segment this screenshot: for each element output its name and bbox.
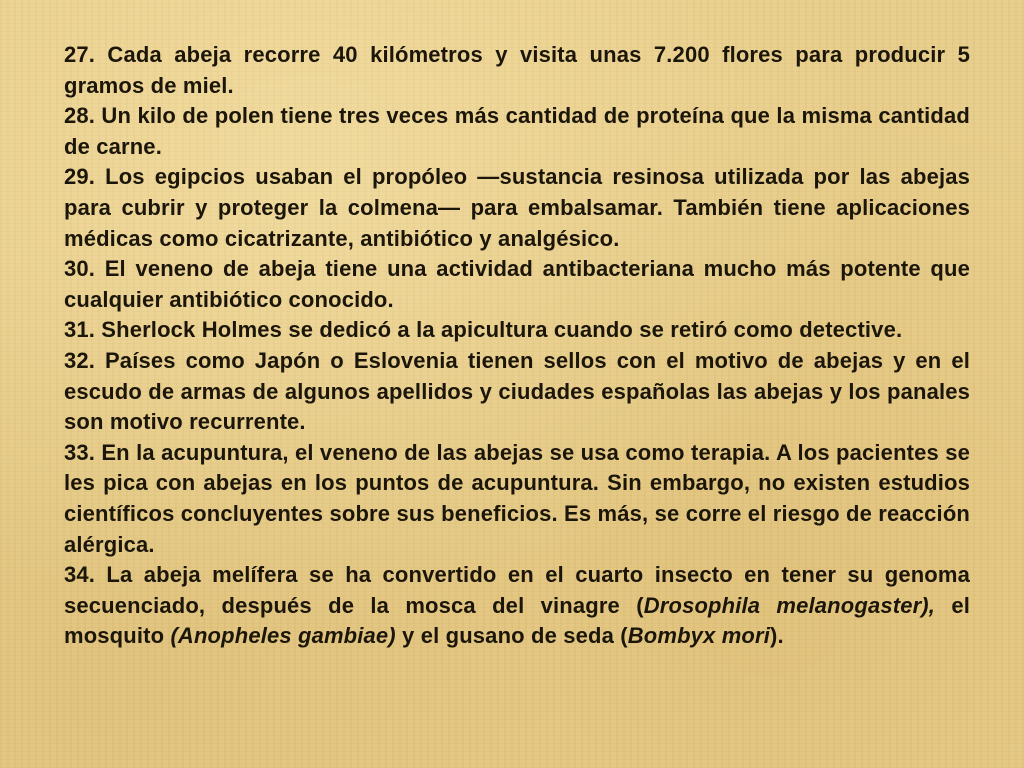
fact-30: 30. El veneno de abeja tiene una actividad antibacteriana mucho más potente que cualquier antibiótico conocido. xyxy=(64,256,970,312)
fact-28: 28. Un kilo de polen tiene tres veces más cantidad de proteína que la misma cantidad de carne. xyxy=(64,103,970,159)
fact-34-text: el mosquito xyxy=(64,592,970,649)
fact-33: 33. En la acupuntura, el veneno de las abejas se usa como terapia. A los pacientes se les pica con abejas en los puntos de acupuntura. Sin embargo, no existen estudios científicos concluyentes sobre sus beneficios. Es más, se corre el riesgo de reacción alérgica. xyxy=(64,439,970,557)
fact-27: 27. Cada abeja recorre 40 kilómetros y visita unas 7.200 flores para producir 5 gramos de miel. xyxy=(64,42,970,98)
fact-34-outro: ). xyxy=(769,623,784,649)
species-bombyx: Bombyx mori xyxy=(627,623,770,649)
fact-31: 31. Sherlock Holmes se dedicó a la apicultura cuando se retiró como detective. xyxy=(64,317,903,343)
species-drosophila: Drosophila melanogaster), xyxy=(643,592,936,618)
fact-34 xyxy=(64,560,970,652)
fact-32: 32. Países como Japón o Eslovenia tienen sellos con el motivo de abejas y en el escudo de armas de algunos apellidos y ciudades españolas las abejas y los panales son motivo recurrente. xyxy=(64,347,970,435)
fact-29: 29. Los egipcios usaban el propóleo —sustancia resinosa utilizada por las abejas para cubrir y proteger la colmena— para embalsamar. También tiene aplicaciones médicas como cicatrizante, antibiótico y analgésico. xyxy=(64,164,970,251)
fact-34-text: y el gusano de seda ( xyxy=(395,623,628,649)
species-anopheles: (Anopheles gambiae) xyxy=(170,623,396,649)
fact-list xyxy=(64,40,970,652)
fact-34-intro: 34. La abeja melífera se ha convertido en el cuarto insecto en tener su genoma secuenciado, después de la mosca del vinagre ( xyxy=(64,562,970,618)
